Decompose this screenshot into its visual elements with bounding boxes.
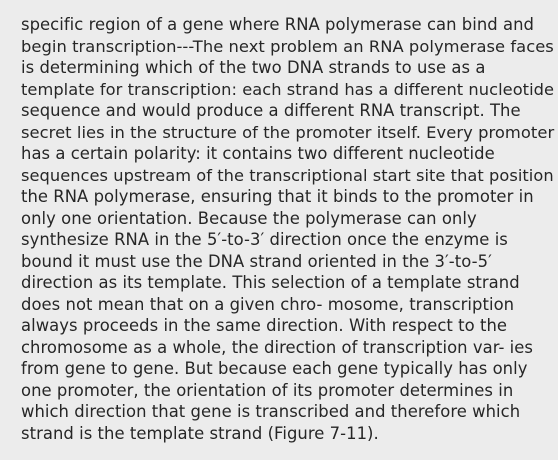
text-line: synthesize RNA in the 5′-to-3′ direction once the enzyme is	[21, 230, 508, 249]
text-line: specific region of a gene where RNA polymerase can bind and	[21, 15, 534, 34]
text-line: which direction that gene is transcribed and therefore which	[21, 402, 521, 421]
text-line: bound it must use the DNA strand oriented in the 3′-to-5′	[21, 251, 492, 271]
text-line: one promoter, the orientation of its promoter determines in	[21, 380, 514, 400]
text-line: from gene to gene. But because each gene typically has only	[21, 359, 528, 378]
text-line: strand is the template strand (Figure 7-11).	[21, 423, 379, 443]
text-line: only one orientation. Because the polymerase can only	[21, 208, 477, 228]
text-line: direction as its template. This selection of a template strand	[21, 273, 520, 292]
text-line: the RNA polymerase, ensuring that it binds to the promoter in	[21, 187, 534, 206]
text-line: sequences upstream of the transcriptional start site that position	[21, 165, 554, 185]
text-line: is determining which of the two DNA strands to use as a	[21, 58, 486, 77]
text-line: has a certain polarity: it contains two different nucleotide	[21, 144, 495, 163]
text-line: always proceeds in the same direction. With respect to the	[21, 316, 508, 335]
text-line: sequence and would produce a different RNA transcript. The	[21, 101, 521, 120]
text-line: does not mean that on a given chro- mosome, transcription	[21, 294, 515, 314]
text-line: secret lies in the structure of the promoter itself. Every promoter	[21, 122, 555, 142]
text-line: template for transcription: each strand has a different nucleotide	[21, 79, 555, 99]
text-line: begin transcription---The next problem an RNA polymerase faces	[21, 36, 554, 56]
text-line: chromosome as a whole, the direction of transcription var- ies	[21, 337, 534, 357]
body-paragraph	[21, 14, 555, 444]
